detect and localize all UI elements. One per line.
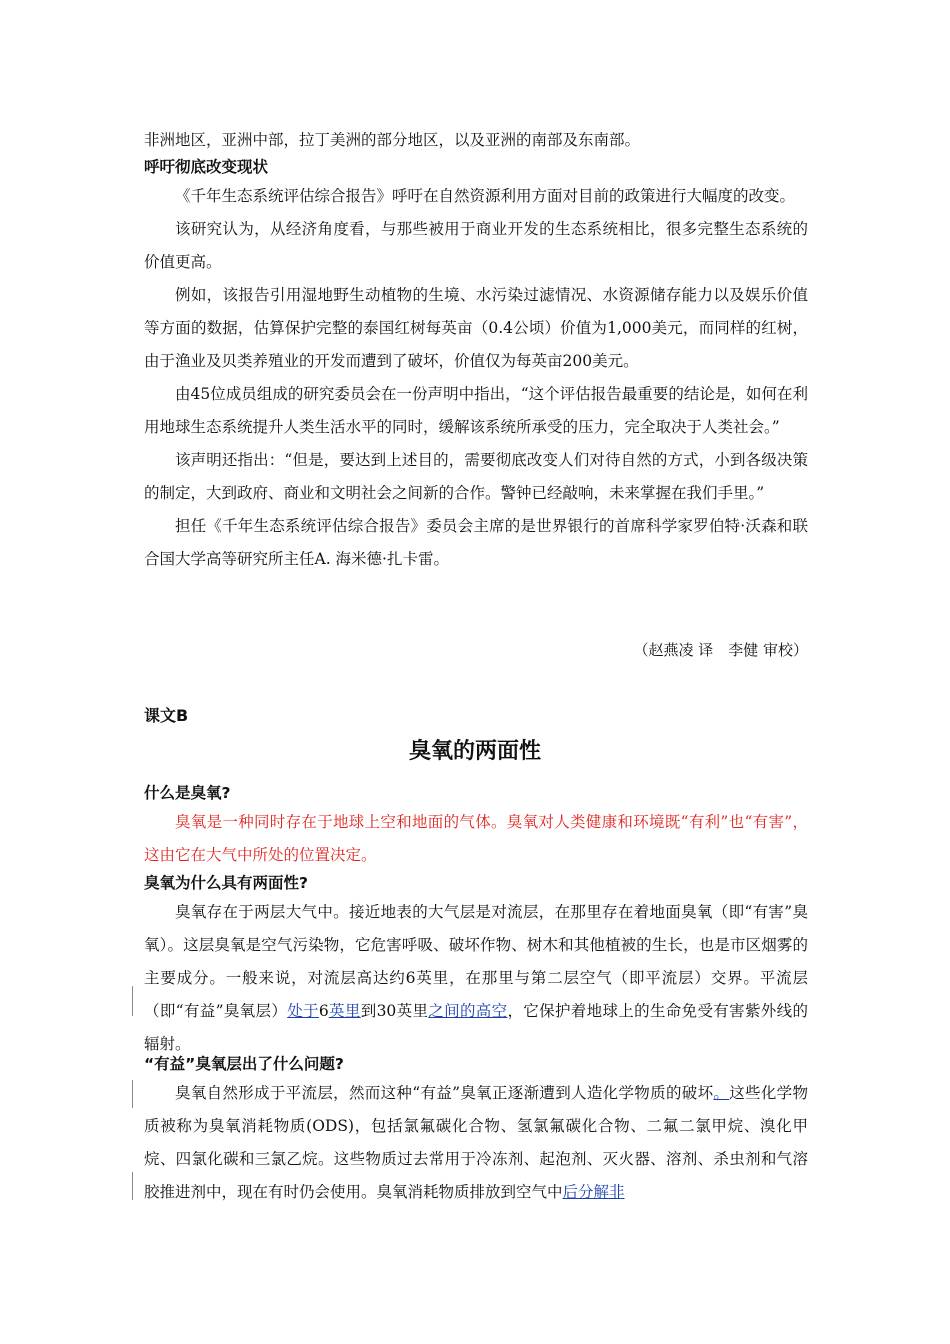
article-title: 臭氧的两面性 xyxy=(408,739,541,764)
question-heading-3: “有益”臭氧层出了什么问题? xyxy=(144,1055,344,1073)
answer-paragraph-1 xyxy=(144,806,808,872)
text-run: 到30英里 xyxy=(360,1002,429,1020)
question-heading-2: 臭氧为什么具有两面性? xyxy=(144,874,308,892)
text-b-label: 课文B xyxy=(144,706,189,725)
paragraph-highlighted: 臭氧是一种同时存在于地球上空和地面的气体。臭氧对人类健康和环境既“有利”也“有害”，这由它在大气中所处的位置决定。 xyxy=(144,813,808,864)
translator-signature: （赵燕凌 译 李健 审校） xyxy=(633,641,808,659)
revision-bar xyxy=(132,986,133,1016)
hyperlink[interactable]: 处于 xyxy=(287,1002,319,1020)
hyperlink[interactable]: 。 xyxy=(713,1084,730,1102)
text-run: 这些化学物质被称为臭氧消耗物质(ODS)，包括氯氟碳化合物、氢氯氟碳化合物、二氟二氯甲烷、溴化甲烷、四氯化碳和三氯乙烷。这些物质过去常用于冷冻剂、起泡剂、灭火器、溶剂、杀虫剂和气溶胶推进剂中，现在有时仍会使用。臭氧消耗物质排放到空气中 xyxy=(144,1084,808,1201)
section-heading-change: 呼吁彻底改变现状 xyxy=(144,158,269,176)
paragraph: 例如，该报告引用湿地野生动植物的生境、水污染过滤情况、水资源储存能力以及娱乐价值等方面的数据，估算保护完整的泰国红树每英亩（0.4公顷）价值为1,000美元，而同样的红树，由于渔业及贝类养殖业的开发而遭到了破坏，价值仅为每英亩200美元。 xyxy=(144,286,808,370)
hyperlink[interactable]: 之间的高空 xyxy=(428,1002,508,1020)
paragraph: 由45位成员组成的研究委员会在一份声明中指出，“这个评估报告最重要的结论是，如何在利用地球生态系统提升人类生活水平的同时，缓解该系统所承受的压力，完全取决于人类社会。” xyxy=(144,385,808,436)
text-run: 臭氧存在于两层大气中。接近地表的大气层是对流层，在那里存在着地面臭氧（即“有害”臭氧）。这层臭氧是空气污染物，它危害呼吸、破坏作物、树木和其他植被的生长，也是市区烟雾的主要成分。一般来说，对流层高达约6英里，在那里与第二层空气（即平流层）交界。平流层（即“有益”臭氧层） xyxy=(144,903,808,1020)
text-run: 6 xyxy=(318,1002,329,1020)
continuation-text: 非洲地区，亚洲中部，拉丁美洲的部分地区，以及亚洲的南部及东南部。 xyxy=(144,131,641,149)
continuation-paragraph xyxy=(144,124,808,157)
paragraph: 该声明还指出：“但是，要达到上述目的，需要彻底改变人们对待自然的方式，小到各级决策的制定，大到政府、商业和文明社会之间新的合作。警钟已经敲响，未来掌握在我们手里。” xyxy=(144,451,808,502)
paragraph xyxy=(144,1077,808,1209)
answer-paragraph-2 xyxy=(144,896,808,1061)
revision-bar xyxy=(132,1172,133,1200)
answer-paragraph-3 xyxy=(144,1077,808,1209)
text-run: ，它保护着地球上的生命免受有害紫外线的辐射。 xyxy=(144,1002,808,1053)
revision-bar xyxy=(132,1080,133,1108)
hyperlink[interactable]: 后分解非 xyxy=(562,1183,625,1201)
paragraph xyxy=(144,896,808,1061)
paragraph: 担任《千年生态系统评估综合报告》委员会主席的是世界银行的首席科学家罗伯特·沃森和联合国大学高等研究所主任A. 海米德·扎卡雷。 xyxy=(144,517,808,568)
text-run: 臭氧自然形成于平流层，然而这种“有益”臭氧正逐渐遭到人造化学物质的破坏 xyxy=(175,1084,714,1102)
paragraph: 该研究认为，从经济角度看，与那些被用于商业开发的生态系统相比，很多完整生态系统的价值更高。 xyxy=(144,220,808,271)
section-a-body xyxy=(144,180,808,576)
question-heading-1: 什么是臭氧? xyxy=(144,784,231,802)
hyperlink[interactable]: 英里 xyxy=(328,1002,361,1020)
paragraph: 《千年生态系统评估综合报告》呼吁在自然资源利用方面对目前的政策进行大幅度的改变。 xyxy=(175,187,796,205)
